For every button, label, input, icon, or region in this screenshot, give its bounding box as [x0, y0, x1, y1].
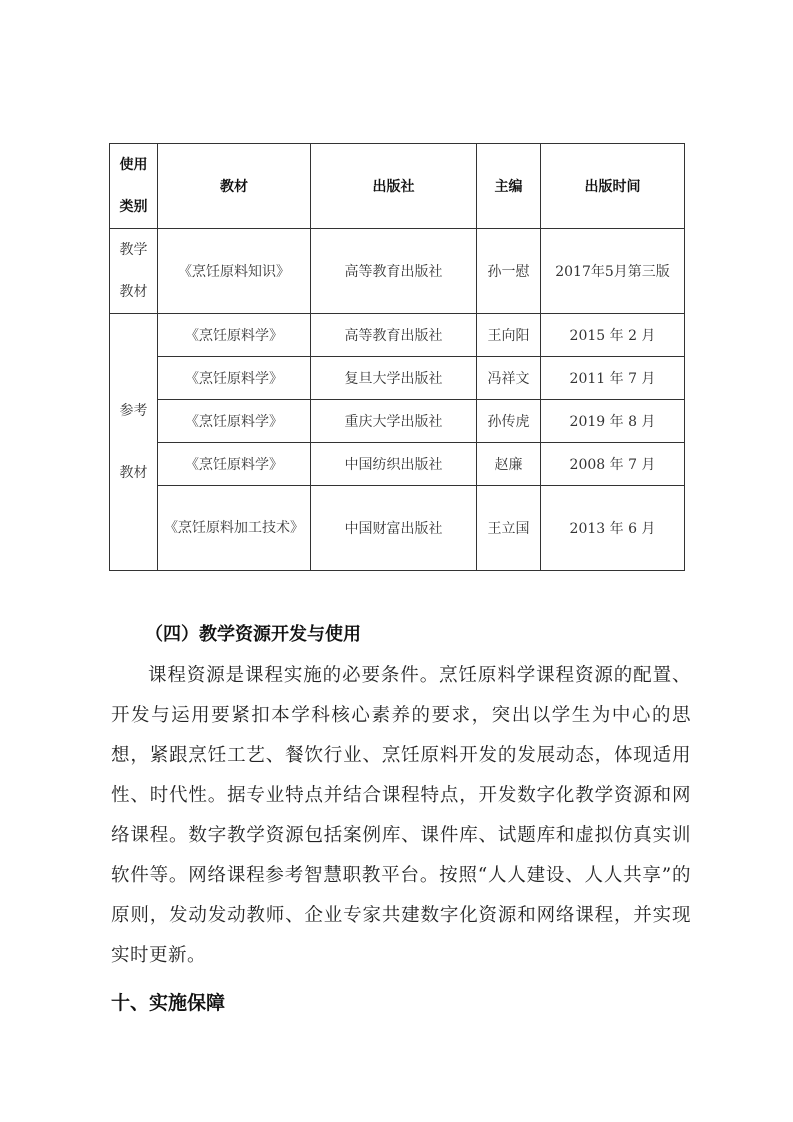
publisher-cell: 高等教育出版社: [311, 314, 477, 357]
date-cell: 2013 年 6 月: [541, 486, 685, 571]
book-cell: [158, 486, 311, 571]
body-paragraph: 课程资源是课程实施的必要条件。烹饪原料学课程资源的配置、开发与运用要紧扣本学科核心素养的要求，突出以学生为中心的思想，紧跟烹饪工艺、餐饮行业、烹饪原料开发的发展动态，体现适用性、时代性。据专业特点并结合课程特点，开发数字化教学资源和网络课程。数字教学资源包括案例库、课件库、试题库和虚拟仿真实训软件等。网络课程参考智慧职教平台。按照“人人建设、人人共享”的原则，发动发动教师、企业专家共建数字化资源和网络课程，并实现实时更新。: [111, 665, 691, 966]
header-book: 教材: [158, 144, 311, 229]
publisher-cell: 中国财富出版社: [311, 486, 477, 571]
publisher-cell: 重庆大学出版社: [311, 400, 477, 443]
textbook-table: [109, 143, 685, 571]
publisher-cell: 复旦大学出版社: [311, 357, 477, 400]
editor-cell: 冯祥文: [477, 357, 541, 400]
table-row: [110, 357, 685, 400]
date-cell: 2019 年 8 月: [541, 400, 685, 443]
editor-cell: 王立国: [477, 486, 541, 571]
date-cell: 2017年5月第三版: [541, 229, 685, 314]
publisher-cell: 中国纺织出版社: [311, 443, 477, 486]
table-row: [110, 229, 685, 314]
editor-cell: 王向阳: [477, 314, 541, 357]
date-cell: 2008 年 7 月: [541, 443, 685, 486]
book-cell: 《烹饪原料知识》: [158, 229, 311, 314]
date-cell: 2011 年 7 月: [541, 357, 685, 400]
table-row: [110, 443, 685, 486]
editor-cell: 孙一慰: [477, 229, 541, 314]
table-header-row: [110, 144, 685, 229]
editor-cell: 孙传虎: [477, 400, 541, 443]
header-date: 出版时间: [541, 144, 685, 229]
book-cell: 《烹饪原料学》: [158, 314, 311, 357]
header-editor: 主编: [477, 144, 541, 229]
book-cell: 《烹饪原料学》: [158, 357, 311, 400]
header-publisher: 出版社: [311, 144, 477, 229]
book-cell: 《烹饪原料学》: [158, 443, 311, 486]
category-cell: 教学 教材: [110, 229, 158, 314]
publisher-cell: 高等教育出版社: [311, 229, 477, 314]
book-title-wrapped: 《烹饪原料加工技术》: [164, 520, 304, 536]
category-cell: 参考 教材: [110, 314, 158, 571]
table-row: [110, 400, 685, 443]
section-heading: （四）教学资源开发与使用: [145, 624, 361, 645]
table-row: [110, 486, 685, 571]
book-cell: 《烹饪原料学》: [158, 400, 311, 443]
table-row: [110, 314, 685, 357]
chapter-heading: 十、实施保障: [111, 992, 226, 1014]
header-category: 使用 类别: [110, 144, 158, 229]
editor-cell: 赵廉: [477, 443, 541, 486]
date-cell: 2015 年 2 月: [541, 314, 685, 357]
